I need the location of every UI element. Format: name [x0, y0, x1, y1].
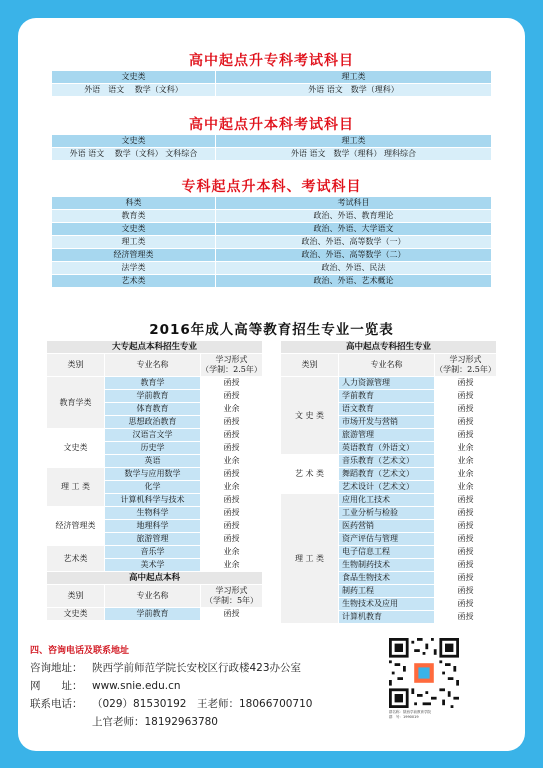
- exam-cell: 政治、外语、艺术概论: [216, 275, 492, 288]
- major-cell: 学前教育: [105, 608, 201, 621]
- major-cell: 历史学: [105, 442, 201, 455]
- form-cell: 函授: [435, 390, 497, 403]
- header-cell: 文史类: [52, 71, 216, 84]
- major-cell: 应用化工技术: [339, 494, 435, 507]
- category-cell: 教育学类: [47, 377, 105, 429]
- form-cell: 函授: [201, 442, 263, 455]
- form-cell: 业余: [201, 546, 263, 559]
- section3-table: [51, 196, 492, 288]
- major-cell: 汉语言文学: [105, 429, 201, 442]
- right-table-title: 高中起点专科招生专业: [281, 341, 497, 354]
- form-cell: 业余: [201, 403, 263, 416]
- left-majors-table: [46, 340, 263, 621]
- section3-title: 专科起点升本科、考试科目: [181, 179, 362, 195]
- col-category: 类别: [47, 354, 105, 377]
- qr-caption: 群名称：陕西学前教育学院 群 号：1990019: [389, 710, 431, 719]
- major-cell: 制药工程: [339, 585, 435, 598]
- col-form: 学习形式 （学制：2.5年）: [201, 354, 263, 377]
- address-label: 咨询地址：: [30, 662, 83, 674]
- category-cell: 经济管理类: [52, 249, 216, 262]
- major-cell: 学前教育: [339, 390, 435, 403]
- category-cell: 理 工 类: [47, 468, 105, 507]
- form-cell: 函授: [201, 416, 263, 429]
- section1-title: 高中起点升专科考试科目: [189, 53, 354, 69]
- qr-code-icon: [389, 638, 459, 708]
- form-cell: 函授: [435, 520, 497, 533]
- form-cell: 函授: [435, 585, 497, 598]
- left-table-title: 大专起点本科招生专业: [47, 341, 263, 354]
- subject-cell: 外语 语文 数学（理科） 理科综合: [216, 148, 492, 161]
- subject-cell: 外语 语文 数学（文科） 文科综合: [52, 148, 216, 161]
- form-cell: 函授: [201, 507, 263, 520]
- major-cell: 资产评估与管理: [339, 533, 435, 546]
- major-cell: 舞蹈教育（艺术文）: [339, 468, 435, 481]
- form-cell: 函授: [435, 611, 497, 624]
- col-category: 类别: [47, 585, 105, 608]
- exam-cell: 政治、外语、高等数学（一）: [216, 236, 492, 249]
- col-form: 学习形式 （学制：2.5年）: [435, 354, 497, 377]
- major-cell: 音乐学: [105, 546, 201, 559]
- major-cell: 化学: [105, 481, 201, 494]
- major-cell: 英语教育（外语文）: [339, 442, 435, 455]
- subject-cell: 外语 语文 数学（理科）: [216, 84, 492, 97]
- form-cell: 函授: [435, 403, 497, 416]
- category-cell: 文史类: [47, 608, 105, 621]
- address-text: 陕西学前师范学院长安校区行政楼423办公室: [92, 662, 302, 674]
- category-cell: 理 工 类: [281, 494, 339, 624]
- major-cell: 人力资源管理: [339, 377, 435, 390]
- major-cell: 生物科学: [105, 507, 201, 520]
- subject-cell: 外语 语文 数学（文科）: [52, 84, 216, 97]
- exam-cell: 政治、外语、高等数学（二）: [216, 249, 492, 262]
- major-cell: 市场开发与营销: [339, 416, 435, 429]
- major-cell: 计算机科学与技术: [105, 494, 201, 507]
- form-cell: 业余: [201, 455, 263, 468]
- form-cell: 函授: [435, 598, 497, 611]
- major-cell: 地理科学: [105, 520, 201, 533]
- form-cell: 函授: [435, 494, 497, 507]
- header-cell: 理工类: [216, 71, 492, 84]
- form-cell: 函授: [201, 468, 263, 481]
- majors-title: 2016年成人高等教育招生专业一览表: [149, 322, 394, 338]
- category-cell: 艺 术 类: [281, 455, 339, 494]
- form-cell: 函授: [201, 533, 263, 546]
- major-cell: 工业分析与检验: [339, 507, 435, 520]
- major-cell: 计算机教育: [339, 611, 435, 624]
- phone-label: 联系电话：: [30, 698, 83, 710]
- form-cell: 业余: [201, 559, 263, 572]
- header-cell: 考试科目: [216, 197, 492, 210]
- form-cell: 业余: [435, 442, 497, 455]
- phone2-text: 上官老师：18192963780: [92, 716, 218, 728]
- form-cell: 函授: [201, 608, 263, 621]
- contact-heading: 四、咨询电话及联系地址: [30, 646, 130, 656]
- major-cell: 美术学: [105, 559, 201, 572]
- major-cell: 教育学: [105, 377, 201, 390]
- col-major: 专业名称: [339, 354, 435, 377]
- header-cell: 科类: [52, 197, 216, 210]
- major-cell: 艺术设计（艺术文）: [339, 481, 435, 494]
- exam-cell: 政治、外语、大学语文: [216, 223, 492, 236]
- header-cell: 理工类: [216, 135, 492, 148]
- form-cell: 函授: [201, 494, 263, 507]
- major-cell: 生物制药技术: [339, 559, 435, 572]
- major-cell: 食品生物技术: [339, 572, 435, 585]
- form-cell: 函授: [201, 429, 263, 442]
- site-label: 网 址：: [30, 680, 83, 692]
- form-cell: 函授: [435, 572, 497, 585]
- category-cell: 教育类: [52, 210, 216, 223]
- col-category: 类别: [281, 354, 339, 377]
- category-cell: 艺术类: [47, 546, 105, 572]
- form-cell: 函授: [435, 559, 497, 572]
- category-cell: 艺术类: [52, 275, 216, 288]
- phone-text: （029）81530192 王老师：18066700710: [92, 698, 313, 710]
- site-link[interactable]: www.snie.edu.cn: [92, 680, 181, 692]
- col-major: 专业名称: [105, 585, 201, 608]
- form-cell: 函授: [201, 520, 263, 533]
- category-cell: 法学类: [52, 262, 216, 275]
- category-cell: 经济管理类: [47, 507, 105, 546]
- site-line: [30, 678, 181, 693]
- major-cell: 语文教育: [339, 403, 435, 416]
- form-cell: 函授: [435, 533, 497, 546]
- col-major: 专业名称: [105, 354, 201, 377]
- form-cell: 业余: [435, 455, 497, 468]
- section2-table: [51, 134, 492, 161]
- form-cell: 函授: [201, 390, 263, 403]
- major-cell: 电子信息工程: [339, 546, 435, 559]
- form-cell: 函授: [435, 377, 497, 390]
- major-cell: 旅游管理: [105, 533, 201, 546]
- phone-line: [30, 696, 312, 711]
- exam-cell: 政治、外语、教育理论: [216, 210, 492, 223]
- category-cell: 理工类: [52, 236, 216, 249]
- section1-table: [51, 70, 492, 97]
- major-cell: 思想政治教育: [105, 416, 201, 429]
- section2-title: 高中起点升本科考试科目: [189, 117, 354, 133]
- major-cell: 音乐教育（艺术文）: [339, 455, 435, 468]
- major-cell: 医药营销: [339, 520, 435, 533]
- right-majors-table: [280, 340, 497, 624]
- form-cell: 业余: [435, 481, 497, 494]
- header-cell: 文史类: [52, 135, 216, 148]
- category-cell: 文史类: [47, 429, 105, 468]
- major-cell: 英语: [105, 455, 201, 468]
- form-cell: 业余: [201, 481, 263, 494]
- major-cell: 数学与应用数学: [105, 468, 201, 481]
- major-cell: 生物技术及应用: [339, 598, 435, 611]
- major-cell: 体育教育: [105, 403, 201, 416]
- exam-cell: 政治、外语、民法: [216, 262, 492, 275]
- form-cell: 业余: [435, 468, 497, 481]
- left-sub-title: 高中起点本科: [47, 572, 263, 585]
- form-cell: 函授: [435, 429, 497, 442]
- major-cell: 学前教育: [105, 390, 201, 403]
- form-cell: 函授: [435, 507, 497, 520]
- form-cell: 函授: [435, 546, 497, 559]
- major-cell: 旅游管理: [339, 429, 435, 442]
- address-line: [30, 660, 301, 675]
- form-cell: 函授: [435, 416, 497, 429]
- form-cell: 函授: [201, 377, 263, 390]
- category-cell: 文史类: [52, 223, 216, 236]
- category-cell: 文 史 类: [281, 377, 339, 455]
- col-form: 学习形式 （学制：5年）: [201, 585, 263, 608]
